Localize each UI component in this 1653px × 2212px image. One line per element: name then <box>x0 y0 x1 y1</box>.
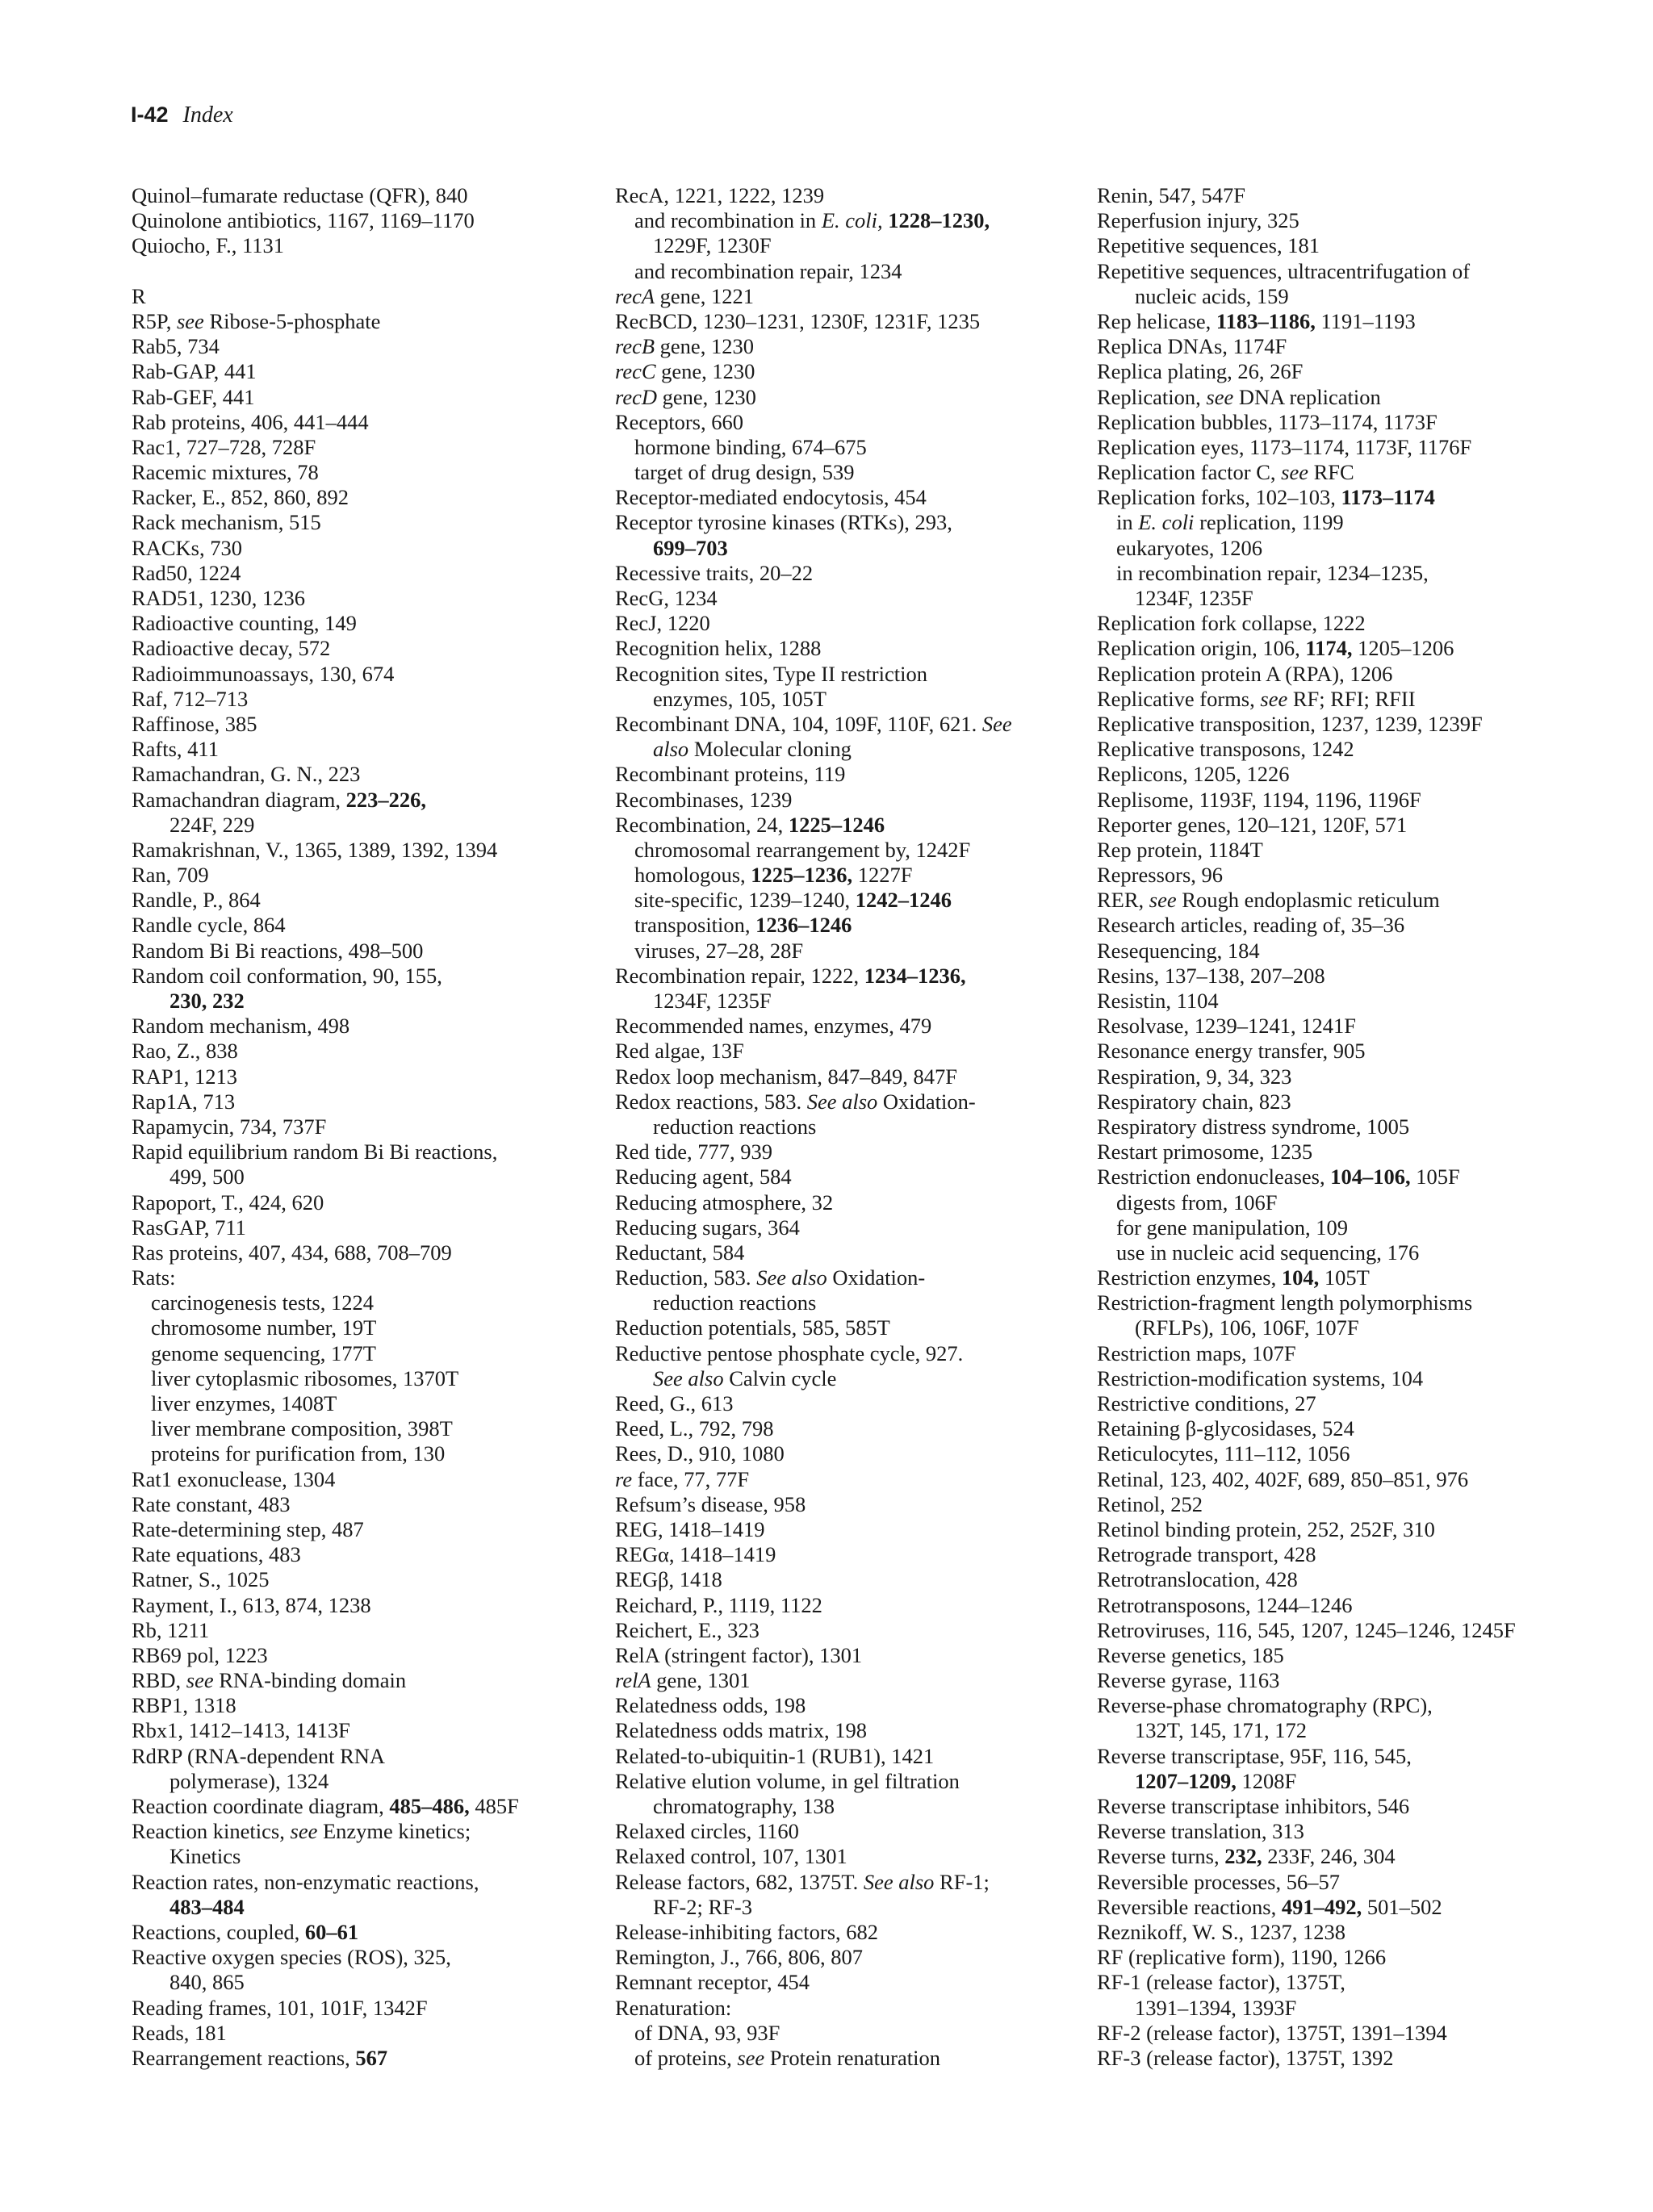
index-entry: Release factors, 682, 1375T. See also RF-1; <box>615 1869 990 1894</box>
index-entry: Ramachandran, G. N., 223 <box>132 762 361 787</box>
index-entry: Rad50, 1224 <box>132 560 241 585</box>
index-entry: Rayment, I., 613, 874, 1238 <box>132 1592 371 1617</box>
index-entry: Relaxed control, 107, 1301 <box>615 1844 847 1869</box>
index-entry: Reaction kinetics, see Enzyme kinetics; <box>132 1819 471 1844</box>
index-column-1 <box>132 183 592 2071</box>
index-entry: Reticulocytes, 111–112, 1056 <box>1097 1441 1350 1466</box>
index-entry: Retrograde transport, 428 <box>1097 1542 1316 1567</box>
index-entry: recD gene, 1230 <box>615 384 756 409</box>
index-entry: Restriction maps, 107F <box>1097 1340 1296 1365</box>
index-entry: Reverse-phase chromatography (RPC), <box>1097 1693 1433 1718</box>
index-entry-continuation: 483–484 <box>169 1894 245 1919</box>
index-entry: Randle, P., 864 <box>132 888 261 913</box>
index-entry: Replicative forms, see RF; RFI; RFII <box>1097 686 1416 711</box>
index-entry: Rab-GAP, 441 <box>132 359 257 384</box>
index-entry: Racker, E., 852, 860, 892 <box>132 485 349 510</box>
index-entry: REGβ, 1418 <box>615 1567 722 1592</box>
index-entry: Rep protein, 1184T <box>1097 837 1263 862</box>
index-subentry: transposition, 1236–1246 <box>634 913 852 938</box>
index-entry: Reichard, P., 1119, 1122 <box>615 1592 822 1617</box>
index-entry: Rao, Z., 838 <box>132 1039 238 1064</box>
index-entry: relA gene, 1301 <box>615 1668 751 1693</box>
index-subentry: of DNA, 93, 93F <box>634 2020 780 2045</box>
running-title: Index <box>182 102 233 128</box>
index-entry: Relatedness odds matrix, 198 <box>615 1718 868 1743</box>
index-entry: RecBCD, 1230–1231, 1230F, 1231F, 1235 <box>615 308 981 333</box>
index-entry: Reactions, coupled, 60–61 <box>132 1919 359 1944</box>
index-entry: Reznikoff, W. S., 1237, 1238 <box>1097 1919 1345 1944</box>
index-entry: Respiration, 9, 34, 323 <box>1097 1064 1292 1089</box>
index-entry: Resonance energy transfer, 905 <box>1097 1039 1366 1064</box>
index-entry: Rb, 1211 <box>132 1617 210 1642</box>
index-subentry: chromosome number, 19T <box>151 1315 377 1340</box>
index-entry-continuation: 1229F, 1230F <box>653 233 772 258</box>
index-entry: Random Bi Bi reactions, 498–500 <box>132 938 424 963</box>
index-entry: Ratner, S., 1025 <box>132 1567 270 1592</box>
page-header <box>131 98 233 132</box>
index-entry: Quinolone antibiotics, 1167, 1169–1170 <box>132 208 475 233</box>
index-entry: Restriction endonucleases, 104–106, 105F <box>1097 1165 1460 1190</box>
index-entry: Reverse turns, 232, 233F, 246, 304 <box>1097 1844 1396 1869</box>
index-entry: RB69 pol, 1223 <box>132 1642 268 1667</box>
index-entry: Related-to-ubiquitin-1 (RUB1), 1421 <box>615 1743 935 1768</box>
index-subentry: in E. coli replication, 1199 <box>1116 510 1344 535</box>
index-entry: Receptor-mediated endocytosis, 454 <box>615 485 927 510</box>
index-entry: Replicative transposons, 1242 <box>1097 737 1354 762</box>
index-entry: Reductant, 584 <box>615 1240 745 1265</box>
index-subentry: site-specific, 1239–1240, 1242–1246 <box>634 888 952 913</box>
index-entry: Renin, 547, 547F <box>1097 183 1246 207</box>
index-entry: REGα, 1418–1419 <box>615 1542 776 1567</box>
index-entry-continuation: 840, 865 <box>169 1970 245 1995</box>
index-entry-continuation: 1207–1209, 1208F <box>1135 1768 1297 1793</box>
index-entry-continuation: RF-2; RF-3 <box>653 1894 752 1919</box>
index-entry: Rafts, 411 <box>132 737 219 762</box>
index-entry: Quinol–fumarate reductase (QFR), 840 <box>132 183 468 207</box>
index-entry: RF (replicative form), 1190, 1266 <box>1097 1945 1387 1970</box>
index-column-3 <box>1097 183 1557 2071</box>
index-entry: RACKs, 730 <box>132 535 242 560</box>
index-entry: RF-1 (release factor), 1375T, <box>1097 1970 1345 1995</box>
index-subentry: homologous, 1225–1236, 1227F <box>634 863 913 888</box>
index-entry-continuation: 132T, 145, 171, 172 <box>1135 1718 1307 1743</box>
index-entry: Reducing atmosphere, 32 <box>615 1190 834 1215</box>
index-entry: Red tide, 777, 939 <box>615 1139 773 1165</box>
index-entry-continuation: also Molecular cloning <box>653 737 852 762</box>
index-entry: Reverse genetics, 185 <box>1097 1642 1284 1667</box>
index-entry: Recognition sites, Type II restriction <box>615 661 927 686</box>
index-entry: RasGAP, 711 <box>132 1215 246 1240</box>
index-entry: Replicative transposition, 1237, 1239, 1239F <box>1097 711 1483 736</box>
index-entry: Rbx1, 1412–1413, 1413F <box>132 1718 350 1743</box>
index-entry: Resins, 137–138, 207–208 <box>1097 963 1325 988</box>
index-entry: Research articles, reading of, 35–36 <box>1097 913 1405 938</box>
index-subentry: digests from, 106F <box>1116 1190 1278 1215</box>
index-entry: Retrotransposons, 1244–1246 <box>1097 1592 1353 1617</box>
index-subentry: viruses, 27–28, 28F <box>634 938 804 963</box>
index-entry: recC gene, 1230 <box>615 359 755 384</box>
index-entry: Repetitive sequences, ultracentrifugation of <box>1097 258 1471 283</box>
index-entry: Reaction rates, non-enzymatic reactions, <box>132 1869 479 1894</box>
index-entry: Rees, D., 910, 1080 <box>615 1441 785 1466</box>
index-entry: Retroviruses, 116, 545, 1207, 1245–1246, 1245F <box>1097 1617 1516 1642</box>
index-entry-continuation: 499, 500 <box>169 1165 245 1190</box>
index-subentry: and recombination repair, 1234 <box>634 258 902 283</box>
index-entry-continuation: polymerase), 1324 <box>169 1768 329 1793</box>
index-entry: Retinal, 123, 402, 402F, 689, 850–851, 976 <box>1097 1466 1469 1491</box>
index-subentry: hormone binding, 674–675 <box>634 434 867 459</box>
index-entry-continuation: reduction reactions <box>653 1114 817 1139</box>
index-subentry: proteins for purification from, 130 <box>151 1441 446 1466</box>
index-entry: Recommended names, enzymes, 479 <box>615 1014 932 1039</box>
index-entry: Rapoport, T., 424, 620 <box>132 1190 324 1215</box>
index-entry: R5P, see Ribose-5-phosphate <box>132 308 381 333</box>
index-entry: Respiratory distress syndrome, 1005 <box>1097 1114 1410 1139</box>
index-entry: Rapid equilibrium random Bi Bi reactions, <box>132 1139 498 1165</box>
index-entry: Reichert, E., 323 <box>615 1617 760 1642</box>
index-entry-continuation: reduction reactions <box>653 1290 817 1315</box>
index-entry: Ramachandran diagram, 223–226, <box>132 787 426 812</box>
index-entry: Rate equations, 483 <box>132 1542 301 1567</box>
index-entry: Reporter genes, 120–121, 120F, 571 <box>1097 812 1408 837</box>
index-entry: Renaturation: <box>615 1995 732 2020</box>
index-entry-continuation: 1234F, 1235F <box>1135 586 1253 610</box>
index-entry: Replication origin, 106, 1174, 1205–1206 <box>1097 636 1454 661</box>
index-subentry: liver enzymes, 1408T <box>151 1391 337 1415</box>
index-entry: RER, see Rough endoplasmic reticulum <box>1097 888 1440 913</box>
index-entry: Resolvase, 1239–1241, 1241F <box>1097 1014 1356 1039</box>
index-entry: Reads, 181 <box>132 2020 227 2045</box>
index-entry: Restriction-fragment length polymorphisms <box>1097 1290 1473 1315</box>
index-entry: Raf, 712–713 <box>132 686 249 711</box>
index-entry-continuation: 224F, 229 <box>169 812 255 837</box>
index-entry: RecA, 1221, 1222, 1239 <box>615 183 825 207</box>
index-subentry: of proteins, see Protein renaturation <box>634 2045 940 2070</box>
index-entry: Repressors, 96 <box>1097 863 1224 888</box>
index-entry: Recombination repair, 1222, 1234–1236, <box>615 963 966 988</box>
index-entry: Recombinant DNA, 104, 109F, 110F, 621. See <box>615 711 1012 736</box>
index-entry: Restriction enzymes, 104, 105T <box>1097 1265 1370 1290</box>
index-subentry: chromosomal rearrangement by, 1242F <box>634 837 971 862</box>
index-entry: Replication protein A (RPA), 1206 <box>1097 661 1393 686</box>
page-number: I-42 <box>131 102 169 127</box>
index-entry: Quiocho, F., 1131 <box>132 233 285 258</box>
index-entry: Recombinant proteins, 119 <box>615 762 846 787</box>
index-subentry: eukaryotes, 1206 <box>1116 535 1263 560</box>
index-entry: Recombinases, 1239 <box>615 787 793 812</box>
index-entry: Reverse transcriptase, 95F, 116, 545, <box>1097 1743 1412 1768</box>
index-entry-continuation: enzymes, 105, 105T <box>653 686 826 711</box>
index-entry: RecG, 1234 <box>615 586 718 610</box>
index-entry-continuation: nucleic acids, 159 <box>1135 283 1289 308</box>
index-entry: Receptor tyrosine kinases (RTKs), 293, <box>615 510 952 535</box>
index-entry-continuation: Kinetics <box>169 1844 241 1869</box>
index-entry: Radioimmunoassays, 130, 674 <box>132 661 395 686</box>
index-entry: Reduction, 583. See also Oxidation- <box>615 1265 926 1290</box>
index-entry: Resistin, 1104 <box>1097 989 1219 1013</box>
index-entry: Reperfusion injury, 325 <box>1097 208 1299 233</box>
index-entry: Reading frames, 101, 101F, 1342F <box>132 1995 428 2020</box>
index-entry: Random coil conformation, 90, 155, <box>132 963 442 988</box>
index-entry: Reed, L., 792, 798 <box>615 1416 774 1441</box>
index-entry: Reducing sugars, 364 <box>615 1215 800 1240</box>
index-entry: RAP1, 1213 <box>132 1064 238 1089</box>
index-entry: Reverse translation, 313 <box>1097 1819 1304 1844</box>
index-entry: Rab proteins, 406, 441–444 <box>132 409 369 434</box>
index-entry: RdRP (RNA-dependent RNA <box>132 1743 386 1768</box>
index-entry: Reverse transcriptase inhibitors, 546 <box>1097 1794 1410 1818</box>
index-entry: Ras proteins, 407, 434, 688, 708–709 <box>132 1240 452 1265</box>
index-entry: Restrictive conditions, 27 <box>1097 1391 1316 1415</box>
index-entry-continuation: (RFLPs), 106, 106F, 107F <box>1135 1315 1359 1340</box>
index-entry: RBP1, 1318 <box>132 1693 236 1718</box>
index-entry: Relatedness odds, 198 <box>615 1693 806 1718</box>
index-entry: Rats: <box>132 1265 176 1290</box>
index-entry: Rab5, 734 <box>132 334 220 359</box>
index-entry: Replication forks, 102–103, 1173–1174 <box>1097 485 1435 510</box>
index-entry: Redox loop mechanism, 847–849, 847F <box>615 1064 957 1089</box>
index-subentry: carcinogenesis tests, 1224 <box>151 1290 374 1315</box>
index-entry: Reducing agent, 584 <box>615 1165 792 1190</box>
blank-line <box>132 259 592 284</box>
index-entry: Radioactive decay, 572 <box>132 636 331 661</box>
index-entry: Random mechanism, 498 <box>132 1014 350 1039</box>
index-entry: Rap1A, 713 <box>132 1089 236 1114</box>
index-subentry: for gene manipulation, 109 <box>1116 1215 1349 1240</box>
index-entry: Rat1 exonuclease, 1304 <box>132 1466 336 1491</box>
index-entry: Rearrangement reactions, 567 <box>132 2045 388 2070</box>
index-entry: Reversible reactions, 491–492, 501–502 <box>1097 1894 1442 1919</box>
index-entry-continuation: 1391–1394, 1393F <box>1135 1995 1297 2020</box>
index-entry: Reaction coordinate diagram, 485–486, 485F <box>132 1794 519 1818</box>
index-entry: Replication eyes, 1173–1174, 1173F, 1176F <box>1097 434 1472 459</box>
index-entry: Replication fork collapse, 1222 <box>1097 611 1366 636</box>
index-entry: Recessive traits, 20–22 <box>615 560 814 585</box>
index-entry-continuation: 699–703 <box>653 535 728 560</box>
index-entry: Reed, G., 613 <box>615 1391 734 1415</box>
index-entry: recA gene, 1221 <box>615 283 754 308</box>
index-entry: Ramakrishnan, V., 1365, 1389, 1392, 1394 <box>132 837 498 862</box>
index-entry: Replica plating, 26, 26F <box>1097 359 1304 384</box>
index-subentry: liver membrane composition, 398T <box>151 1416 453 1441</box>
index-entry: Reductive pentose phosphate cycle, 927. <box>615 1340 964 1365</box>
index-entry: Relative elution volume, in gel filtration <box>615 1768 960 1793</box>
index-entry: Rate constant, 483 <box>132 1491 291 1516</box>
index-column-2 <box>615 183 1075 2071</box>
index-entry: Restart primosome, 1235 <box>1097 1139 1313 1165</box>
index-entry: Reversible processes, 56–57 <box>1097 1869 1340 1894</box>
index-entry-continuation: chromatography, 138 <box>653 1794 835 1818</box>
index-entry: Replication factor C, see RFC <box>1097 460 1354 485</box>
index-entry: Rac1, 727–728, 728F <box>132 434 316 459</box>
index-entry: RAD51, 1230, 1236 <box>132 586 305 610</box>
index-entry: re face, 77, 77F <box>615 1466 750 1491</box>
index-subentry: genome sequencing, 177T <box>151 1340 376 1365</box>
index-entry: Remington, J., 766, 806, 807 <box>615 1945 863 1970</box>
index-entry: RelA (stringent factor), 1301 <box>615 1642 863 1667</box>
index-subentry: target of drug design, 539 <box>634 460 855 485</box>
index-entry: Recombination, 24, 1225–1246 <box>615 812 885 837</box>
index-entry: Recognition helix, 1288 <box>615 636 822 661</box>
index-entry: R <box>132 283 146 308</box>
index-entry: Refsum’s disease, 958 <box>615 1491 806 1516</box>
index-entry: Rate-determining step, 487 <box>132 1516 364 1541</box>
index-entry: Retinol, 252 <box>1097 1491 1203 1516</box>
index-entry: Randle cycle, 864 <box>132 913 286 938</box>
index-entry: RBD, see RNA-binding domain <box>132 1668 407 1693</box>
index-entry: Retrotranslocation, 428 <box>1097 1567 1298 1592</box>
index-entry: Relaxed circles, 1160 <box>615 1819 799 1844</box>
index-entry: Racemic mixtures, 78 <box>132 460 319 485</box>
index-entry: Replica DNAs, 1174F <box>1097 334 1287 359</box>
index-entry: Receptors, 660 <box>615 409 743 434</box>
index-entry-continuation: See also Calvin cycle <box>653 1365 837 1390</box>
index-entry: Rep helicase, 1183–1186, 1191–1193 <box>1097 308 1416 333</box>
index-entry-continuation: 230, 232 <box>169 989 245 1013</box>
index-entry: Resequencing, 184 <box>1097 938 1260 963</box>
index-entry: Redox reactions, 583. See also Oxidation- <box>615 1089 976 1114</box>
index-subentry: and recombination in E. coli, 1228–1230, <box>634 208 990 233</box>
index-entry: recB gene, 1230 <box>615 334 754 359</box>
index-subentry: use in nucleic acid sequencing, 176 <box>1116 1240 1420 1265</box>
index-entry: Retaining β-glycosidases, 524 <box>1097 1416 1354 1441</box>
index-entry: Replication, see DNA replication <box>1097 384 1381 409</box>
index-entry: Raffinose, 385 <box>132 711 257 736</box>
index-entry: Rapamycin, 734, 737F <box>132 1114 327 1139</box>
index-entry: Restriction-modification systems, 104 <box>1097 1365 1424 1390</box>
index-subentry: liver cytoplasmic ribosomes, 1370T <box>151 1365 459 1390</box>
index-entry: Red algae, 13F <box>615 1039 744 1064</box>
index-subentry: in recombination repair, 1234–1235, <box>1116 560 1429 585</box>
index-entry: Reverse gyrase, 1163 <box>1097 1668 1280 1693</box>
index-entry: Replicons, 1205, 1226 <box>1097 762 1290 787</box>
index-entry-continuation: 1234F, 1235F <box>653 989 772 1013</box>
index-entry: Repetitive sequences, 181 <box>1097 233 1320 258</box>
index-entry: Reactive oxygen species (ROS), 325, <box>132 1945 451 1970</box>
index-entry: Ran, 709 <box>132 863 209 888</box>
index-entry: Respiratory chain, 823 <box>1097 1089 1291 1114</box>
index-entry: Release-inhibiting factors, 682 <box>615 1919 879 1944</box>
index-entry: RecJ, 1220 <box>615 611 710 636</box>
index-entry: Rack mechanism, 515 <box>132 510 321 535</box>
index-entry: Replisome, 1193F, 1194, 1196, 1196F <box>1097 787 1421 812</box>
index-entry: REG, 1418–1419 <box>615 1516 765 1541</box>
index-entry: Retinol binding protein, 252, 252F, 310 <box>1097 1516 1435 1541</box>
index-entry: Reduction potentials, 585, 585T <box>615 1315 890 1340</box>
index-entry: RF-2 (release factor), 1375T, 1391–1394 <box>1097 2020 1447 2045</box>
index-entry: Replication bubbles, 1173–1174, 1173F <box>1097 409 1437 434</box>
index-entry: Radioactive counting, 149 <box>132 611 357 636</box>
index-entry: Remnant receptor, 454 <box>615 1970 810 1995</box>
index-entry: Rab-GEF, 441 <box>132 384 255 409</box>
index-entry: RF-3 (release factor), 1375T, 1392 <box>1097 2045 1394 2070</box>
